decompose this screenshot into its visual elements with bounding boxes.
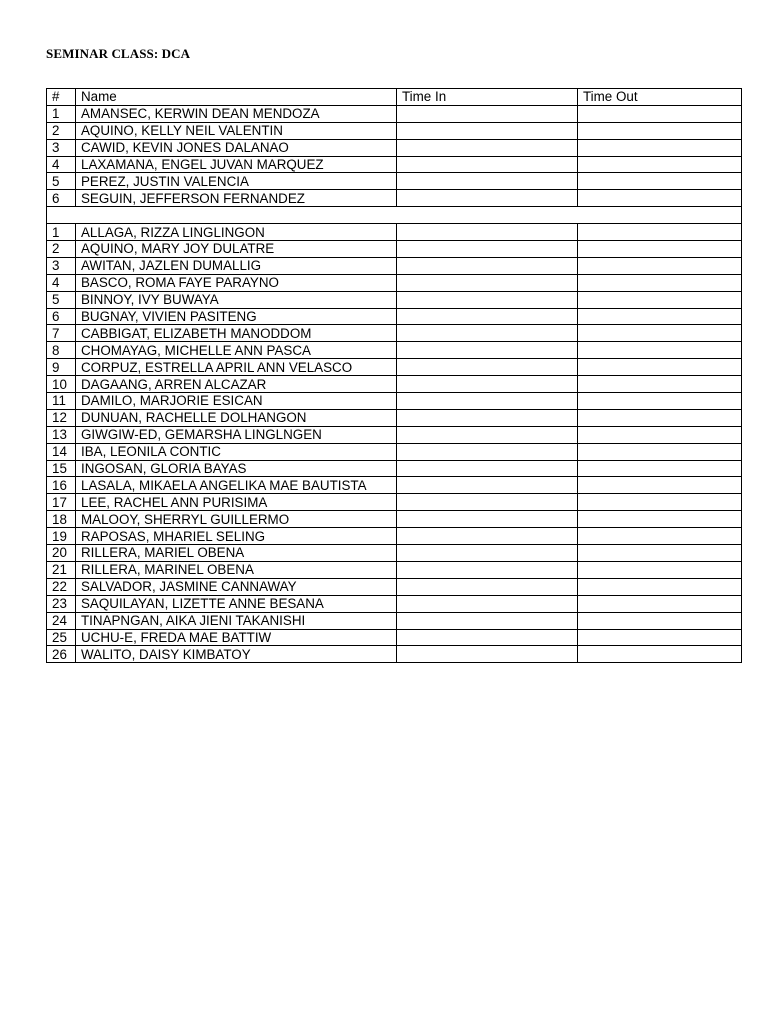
time-out-cell[interactable] <box>578 342 742 359</box>
row-number: 1 <box>47 224 76 241</box>
time-in-cell[interactable] <box>397 257 578 274</box>
row-number: 9 <box>47 359 76 376</box>
row-name: PEREZ, JUSTIN VALENCIA <box>76 173 397 190</box>
time-out-cell[interactable] <box>578 173 742 190</box>
row-name: RAPOSAS, MHARIEL SELING <box>76 528 397 545</box>
row-name: CORPUZ, ESTRELLA APRIL ANN VELASCO <box>76 359 397 376</box>
table-header-row <box>47 89 742 106</box>
row-number: 24 <box>47 612 76 629</box>
table-row <box>47 359 742 376</box>
time-out-cell[interactable] <box>578 595 742 612</box>
time-in-cell[interactable] <box>397 241 578 258</box>
time-out-cell[interactable] <box>578 426 742 443</box>
header-number: # <box>47 89 76 106</box>
header-name: Name <box>76 89 397 106</box>
page-title: SEMINAR CLASS: DCA <box>46 46 191 61</box>
table-row <box>47 139 742 156</box>
time-in-cell[interactable] <box>397 122 578 139</box>
time-out-cell[interactable] <box>578 190 742 207</box>
time-in-cell[interactable] <box>397 426 578 443</box>
row-name: LAXAMANA, ENGEL JUVAN MARQUEZ <box>76 156 397 173</box>
table-row <box>47 224 742 241</box>
table-row <box>47 629 742 646</box>
time-in-cell[interactable] <box>397 528 578 545</box>
time-in-cell[interactable] <box>397 511 578 528</box>
table-row <box>47 190 742 207</box>
row-number: 4 <box>47 156 76 173</box>
row-number: 7 <box>47 325 76 342</box>
table-row <box>47 325 742 342</box>
row-number: 20 <box>47 545 76 562</box>
time-out-cell[interactable] <box>578 646 742 663</box>
row-number: 4 <box>47 274 76 291</box>
row-name: CHOMAYAG, MICHELLE ANN PASCA <box>76 342 397 359</box>
attendance-table <box>46 88 742 663</box>
time-in-cell[interactable] <box>397 545 578 562</box>
time-in-cell[interactable] <box>397 612 578 629</box>
row-name: DAGAANG, ARREN ALCAZAR <box>76 376 397 393</box>
table-row <box>47 122 742 139</box>
time-out-cell[interactable] <box>578 460 742 477</box>
time-out-cell[interactable] <box>578 359 742 376</box>
row-name: SAQUILAYAN, LIZETTE ANNE BESANA <box>76 595 397 612</box>
time-out-cell[interactable] <box>578 291 742 308</box>
time-in-cell[interactable] <box>397 561 578 578</box>
row-number: 26 <box>47 646 76 663</box>
time-out-cell[interactable] <box>578 241 742 258</box>
row-number: 13 <box>47 426 76 443</box>
row-name: MALOOY, SHERRYL GUILLERMO <box>76 511 397 528</box>
time-out-cell[interactable] <box>578 578 742 595</box>
row-name: SEGUIN, JEFFERSON FERNANDEZ <box>76 190 397 207</box>
row-number: 25 <box>47 629 76 646</box>
row-name: BASCO, ROMA FAYE PARAYNO <box>76 274 397 291</box>
table-row <box>47 105 742 122</box>
row-number: 2 <box>47 241 76 258</box>
row-name: INGOSAN, GLORIA BAYAS <box>76 460 397 477</box>
group-separator-row <box>47 207 742 224</box>
row-number: 14 <box>47 443 76 460</box>
row-name: BUGNAY, VIVIEN PASITENG <box>76 308 397 325</box>
row-number: 12 <box>47 409 76 426</box>
table-row <box>47 477 742 494</box>
row-number: 22 <box>47 578 76 595</box>
time-out-cell[interactable] <box>578 494 742 511</box>
row-number: 3 <box>47 139 76 156</box>
time-in-cell[interactable] <box>397 359 578 376</box>
row-name: LEE, RACHEL ANN PURISIMA <box>76 494 397 511</box>
table-row <box>47 241 742 258</box>
time-out-cell[interactable] <box>578 612 742 629</box>
table-row <box>47 376 742 393</box>
table-row <box>47 274 742 291</box>
table-row <box>47 646 742 663</box>
time-out-cell[interactable] <box>578 477 742 494</box>
row-number: 1 <box>47 105 76 122</box>
time-out-cell[interactable] <box>578 528 742 545</box>
row-name: CABBIGAT, ELIZABETH MANODDOM <box>76 325 397 342</box>
table-row <box>47 460 742 477</box>
header-time-out: Time Out <box>578 89 742 106</box>
time-out-cell[interactable] <box>578 409 742 426</box>
row-number: 16 <box>47 477 76 494</box>
row-name: TINAPNGAN, AIKA JIENI TAKANISHI <box>76 612 397 629</box>
row-number: 15 <box>47 460 76 477</box>
time-in-cell[interactable] <box>397 308 578 325</box>
time-in-cell[interactable] <box>397 595 578 612</box>
group-separator-cell <box>47 207 742 224</box>
time-in-cell[interactable] <box>397 494 578 511</box>
time-out-cell[interactable] <box>578 257 742 274</box>
time-out-cell[interactable] <box>578 545 742 562</box>
time-in-cell[interactable] <box>397 460 578 477</box>
table-row <box>47 173 742 190</box>
row-name: UCHU-E, FREDA MAE BATTIW <box>76 629 397 646</box>
time-out-cell[interactable] <box>578 105 742 122</box>
row-number: 8 <box>47 342 76 359</box>
row-number: 6 <box>47 190 76 207</box>
time-out-cell[interactable] <box>578 308 742 325</box>
time-in-cell[interactable] <box>397 274 578 291</box>
time-in-cell[interactable] <box>397 477 578 494</box>
table-row <box>47 156 742 173</box>
table-row <box>47 409 742 426</box>
row-name: AWITAN, JAZLEN DUMALLIG <box>76 257 397 274</box>
row-name: DUNUAN, RACHELLE DOLHANGON <box>76 409 397 426</box>
row-number: 10 <box>47 376 76 393</box>
time-in-cell[interactable] <box>397 291 578 308</box>
row-number: 5 <box>47 291 76 308</box>
row-name: AQUINO, KELLY NEIL VALENTIN <box>76 122 397 139</box>
time-out-cell[interactable] <box>578 156 742 173</box>
row-name: AMANSEC, KERWIN DEAN MENDOZA <box>76 105 397 122</box>
header-time-in: Time In <box>397 89 578 106</box>
time-out-cell[interactable] <box>578 561 742 578</box>
row-name: IBA, LEONILA CONTIC <box>76 443 397 460</box>
time-in-cell[interactable] <box>397 156 578 173</box>
time-in-cell[interactable] <box>397 646 578 663</box>
table-row <box>47 393 742 410</box>
row-name: ALLAGA, RIZZA LINGLINGON <box>76 224 397 241</box>
time-in-cell[interactable] <box>397 190 578 207</box>
time-in-cell[interactable] <box>397 393 578 410</box>
row-name: DAMILO, MARJORIE ESICAN <box>76 393 397 410</box>
row-number: 17 <box>47 494 76 511</box>
table-row <box>47 612 742 629</box>
table-row <box>47 426 742 443</box>
row-name: SALVADOR, JASMINE CANNAWAY <box>76 578 397 595</box>
table-row <box>47 443 742 460</box>
row-number: 18 <box>47 511 76 528</box>
row-name: GIWGIW-ED, GEMARSHA LINGLNGEN <box>76 426 397 443</box>
time-out-cell[interactable] <box>578 274 742 291</box>
time-in-cell[interactable] <box>397 443 578 460</box>
row-name: CAWID, KEVIN JONES DALANAO <box>76 139 397 156</box>
time-in-cell[interactable] <box>397 139 578 156</box>
time-in-cell[interactable] <box>397 105 578 122</box>
row-number: 19 <box>47 528 76 545</box>
table-row <box>47 561 742 578</box>
row-name: RILLERA, MARIEL OBENA <box>76 545 397 562</box>
table-body <box>47 105 742 662</box>
row-name: WALITO, DAISY KIMBATOY <box>76 646 397 663</box>
row-number: 2 <box>47 122 76 139</box>
table-row <box>47 511 742 528</box>
time-in-cell[interactable] <box>397 409 578 426</box>
table-row <box>47 291 742 308</box>
table-row <box>47 308 742 325</box>
time-in-cell[interactable] <box>397 325 578 342</box>
row-name: AQUINO, MARY JOY DULATRE <box>76 241 397 258</box>
table-row <box>47 257 742 274</box>
row-name: BINNOY, IVY BUWAYA <box>76 291 397 308</box>
time-out-cell[interactable] <box>578 629 742 646</box>
table-row <box>47 494 742 511</box>
time-in-cell[interactable] <box>397 224 578 241</box>
time-out-cell[interactable] <box>578 122 742 139</box>
time-out-cell[interactable] <box>578 139 742 156</box>
row-number: 5 <box>47 173 76 190</box>
time-out-cell[interactable] <box>578 376 742 393</box>
time-in-cell[interactable] <box>397 578 578 595</box>
time-out-cell[interactable] <box>578 393 742 410</box>
row-number: 21 <box>47 561 76 578</box>
row-name: RILLERA, MARINEL OBENA <box>76 561 397 578</box>
table-row <box>47 545 742 562</box>
table-row <box>47 595 742 612</box>
table-row <box>47 578 742 595</box>
time-out-cell[interactable] <box>578 325 742 342</box>
row-name: LASALA, MIKAELA ANGELIKA MAE BAUTISTA <box>76 477 397 494</box>
time-in-cell[interactable] <box>397 629 578 646</box>
row-number: 23 <box>47 595 76 612</box>
table-row <box>47 528 742 545</box>
row-number: 11 <box>47 393 76 410</box>
time-out-cell[interactable] <box>578 511 742 528</box>
table-row <box>47 342 742 359</box>
time-in-cell[interactable] <box>397 376 578 393</box>
time-out-cell[interactable] <box>578 443 742 460</box>
time-in-cell[interactable] <box>397 173 578 190</box>
row-number: 3 <box>47 257 76 274</box>
time-out-cell[interactable] <box>578 224 742 241</box>
row-number: 6 <box>47 308 76 325</box>
time-in-cell[interactable] <box>397 342 578 359</box>
